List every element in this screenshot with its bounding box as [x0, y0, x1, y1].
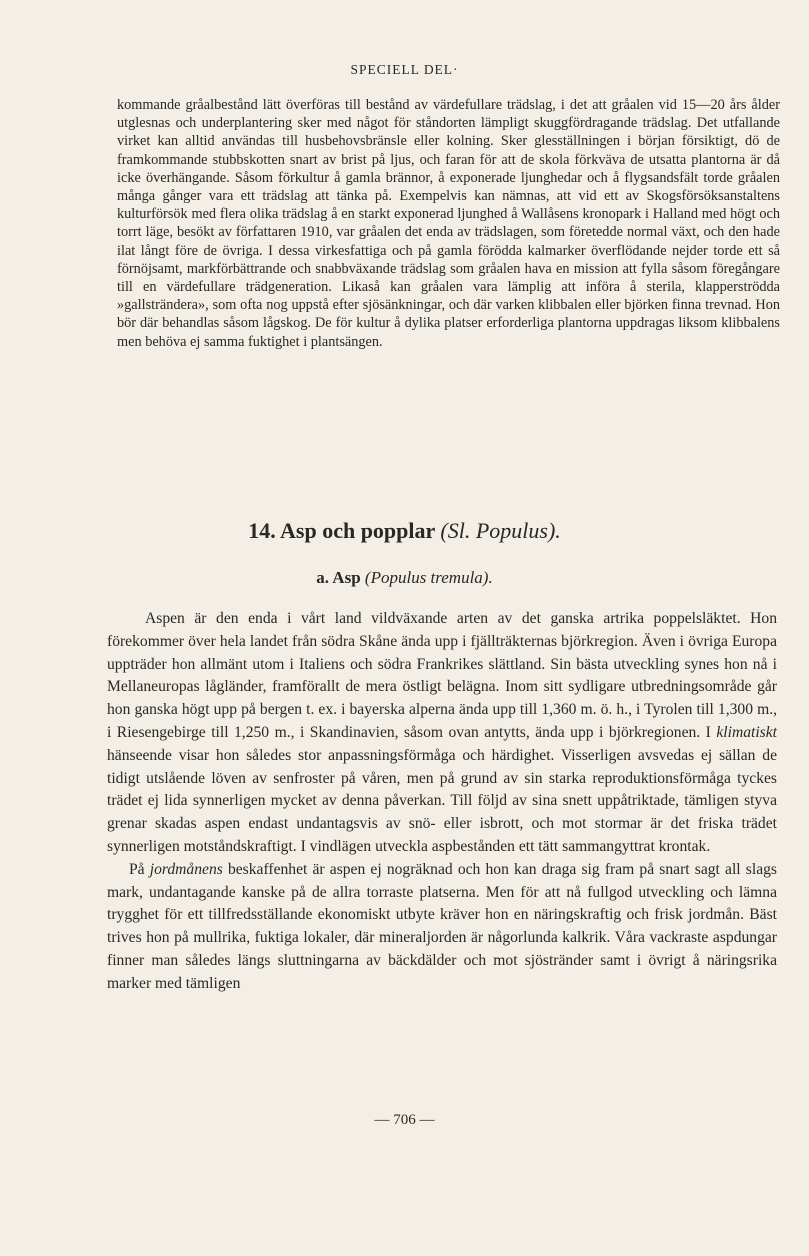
intro-paragraph: kommande gråalbestånd lätt överföras till bestånd av värdefullare trädslag, i det att gråalen vid 15—20 års ålder utglesnas och underplantering sker med något för ståndorten lämpligt skuggfördragande trädslag. Det utfallande virket kan alltid användas till husbehovsbränsle eller kolning. Sker glesställningen i början försiktigt, dö de framkommande stubbskotten snart av brist på ljus, och faran för att de skola förkväva de utsatta plantorna är då icke överhängande. Såsom förkultur å gamla brännor, å exponerade ljunghedar och å flygsandsfält torde gråalen många gånger vara ett trädslag att tänka på. Exempelvis kan nämnas, att vid ett av Skogsförsöksanstaltens kulturförsök med flera olika trädslag å en starkt exponerad ljunghed å Wallåsens kronopark i Halland med högt och torrt läge, besökt av författaren 1910, var gråalen det enda av trädslagen, som företedde normal växt, och den hade ilat långt före de övriga. I dessa virkesfattiga och på gamla förödda kalmarker överflödande nejder torde ett så förnöjsamt, markförbättrande och snabbväxande trädslag som gråalen hava en mission att fylla såsom föregångare till en värdefullare trädgeneration. Likaså kan gråalen vara lämplig att införa å sterila, klapperströdda »gallsträndera», som ofta nog uppstå efter sjösänkningar, och där varken klibbalen eller björken finna trevnad. Hon bör där behandlas såsom lågskog. De för kultur å dylika platser erforderliga plantorna uppdragas liksom klibbalens men behöva ej samma fuktighet i plantsängen.	[117, 97, 780, 350]
subsection-latin-name: (Populus tremula).	[364, 568, 493, 587]
body-p1-part-b: hänseende visar hon således stor anpassningsförmåga och härdighet. Visserligen avsvedas ej sällan de tidigt utslående löven av senfroster på våren, men på grund av sin starka reproduktionsförmåga tyckes trädet ej lida synnerligen mycket av denna påverkan. Till följd av sina snett uppåtriktade, tämligen styva grenar skadas aspen endast undantagsvis av snö- eller isbrott, och mot stormar är det friska trädet synnerligen motståndskraftigt. I vindlägen utveckla aspbestånden ett tätt sammangyttrat krontak.	[107, 746, 777, 855]
body-text	[107, 608, 777, 996]
section-latin-name: (Sl. Populus).	[440, 518, 561, 543]
subsection-heading	[0, 568, 809, 588]
subsection-label: a. Asp	[316, 568, 361, 587]
body-p2-part-a: På	[129, 860, 145, 878]
body-paragraph-1	[107, 608, 777, 859]
section-number: 14.	[248, 518, 276, 543]
section-heading	[0, 518, 809, 544]
page-number: — 706 —	[374, 1112, 435, 1128]
body-p1-part-a: Aspen är den enda i vårt land vildväxande arten av det ganska artrika poppelsläktet. Hon förekommer över hela landet från södra Skåne ända upp i fjällträkternas björkregion. Även i övriga Europa uppträder hon allmänt utom i Italiens och södra Frankrikes slättland. Sin bästa utveckling synes hon nå i Mellaneuropas lågländer, framförallt de mera östligt belägna. Inom sitt sydligare utbredningsområde går hon ganska högt upp på bergen t. ex. i bayerska alperna ända upp till 1,360 m. ö. h., i Tyrolen till 1,300 m., i Riesengebirge till 1,250 m., i Skandinavien, såsom ovan antytts, ända upp i björkregionen. I	[107, 610, 777, 741]
body-paragraph-2	[107, 859, 777, 996]
running-head: SPECIELL DEL·	[350, 62, 459, 77]
section-title: Asp och popplar	[280, 518, 435, 543]
body-p2-emphasis: jordmånens	[149, 860, 223, 878]
body-p1-emphasis: klimatiskt	[716, 723, 777, 741]
body-p2-part-b: beskaffenhet är aspen ej nogräknad och hon kan draga sig fram på snart sagt all slags mark, undantagande kanske på de allra torraste platserna. Men för att nå fullgod utveckling och lämna trygghet för ett tillfredsställande ekonomiskt utbyte kräver hon en näringskraftig och frisk jordmån. Bäst trives hon på mullrika, fuktiga lokaler, där mineraljorden är någorlunda kalkrik. Våra vackraste aspdungar finner man således längs sluttningarna av bäckdälder och mot sjöstränder samt i övrigt å näringsrika marker med tämligen	[107, 860, 777, 992]
